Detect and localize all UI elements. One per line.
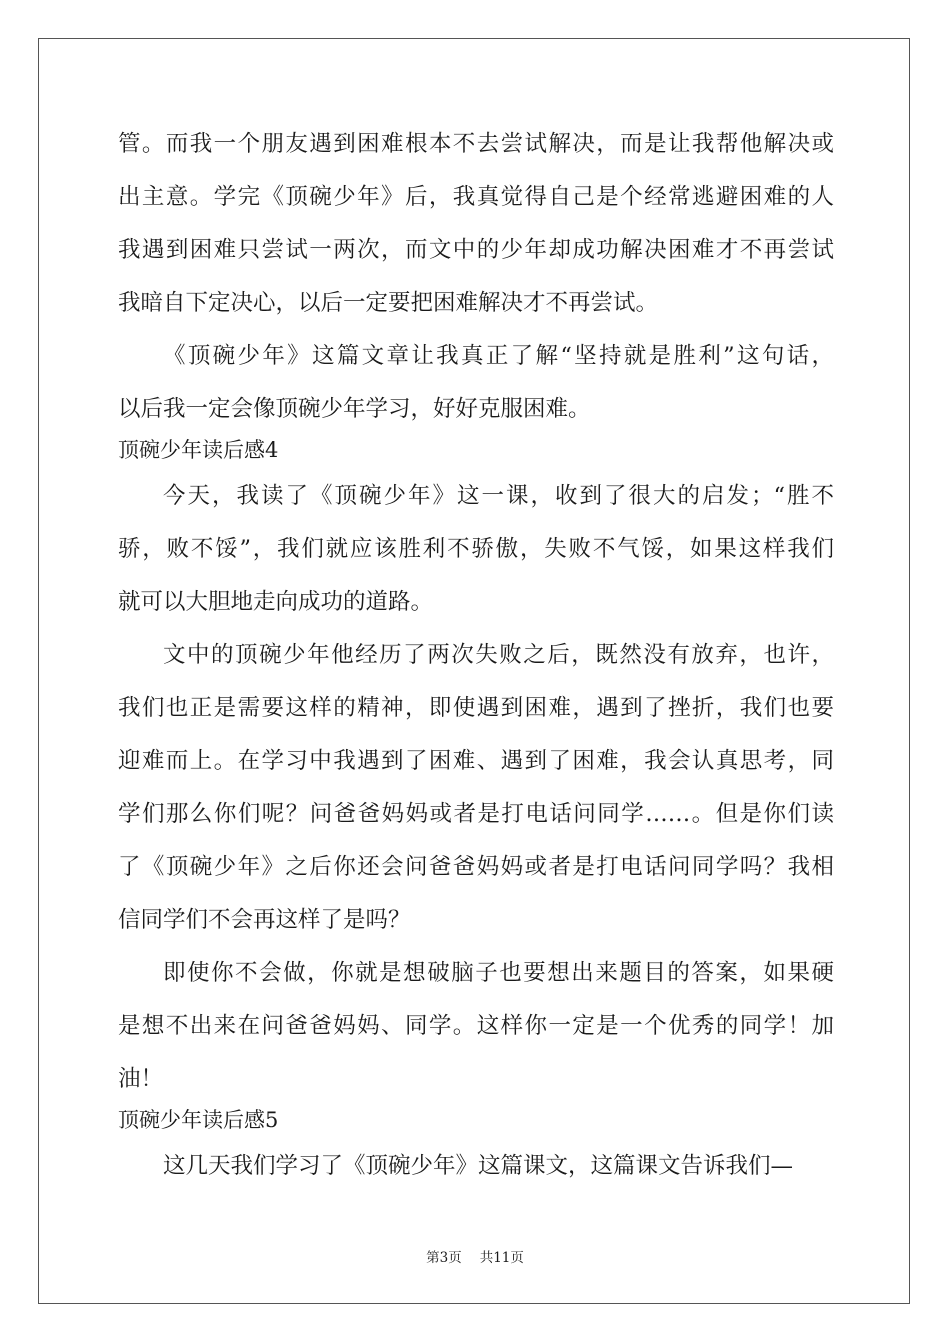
text-line: 了《顶碗少年》之后你还会问爸爸妈妈或者是打电话问同学吗？我相 [118, 854, 834, 880]
text-line: 我遇到困难只尝试一两次，而文中的少年却成功解决困难才不再尝试 [118, 237, 834, 263]
text-line: 学们那么你们呢？问爸爸妈妈或者是打电话问同学……。但是你们读 [118, 801, 834, 827]
text-line: 文中的顶碗少年他经历了两次失败之后，既然没有放弃，也许， [163, 642, 834, 668]
page-number: 第3页 [426, 1250, 462, 1266]
text-line: 即使你不会做，你就是想破脑子也要想出来题目的答案，如果硬 [163, 960, 834, 986]
text-line: 就可以大胆地走向成功的道路。 [118, 589, 434, 615]
text-line: 油！ [118, 1066, 164, 1092]
text-line: 以后我一定会像顶碗少年学习，好好克服困难。 [118, 396, 591, 422]
text-line: 我们也正是需要这样的精神，即使遇到困难，遇到了挫折，我们也要 [118, 695, 834, 721]
text-line: 骄，败不馁”，我们就应该胜利不骄傲，失败不气馁，如果这样我们 [118, 536, 834, 562]
text-line: 我暗自下定决心，以后一定要把困难解决才不再尝试。 [118, 290, 659, 316]
page-footer [0, 1246, 950, 1266]
text-line: 今天，我读了《顶碗少年》这一课，收到了很大的启发；“胜不 [163, 483, 834, 509]
text-line: 信同学们不会再这样了是吗？ [118, 907, 411, 933]
text-line: 管。而我一个朋友遇到困难根本不去尝试解决，而是让我帮他解决或 [118, 131, 834, 157]
text-line: 这几天我们学习了《顶碗少年》这篇课文，这篇课文告诉我们— [163, 1153, 794, 1179]
text-line: 是想不出来在问爸爸妈妈、同学。这样你一定是一个优秀的同学！加 [118, 1013, 834, 1039]
page-count: 共11页 [479, 1250, 524, 1266]
text-line: 迎难而上。在学习中我遇到了困难、遇到了困难，我会认真思考，同 [118, 748, 834, 774]
section-heading: 顶碗少年读后感5 [118, 1108, 279, 1132]
section-heading: 顶碗少年读后感4 [118, 438, 279, 462]
text-line: 《顶碗少年》这篇文章让我真正了解“坚持就是胜利”这句话， [163, 343, 834, 369]
text-line: 出主意。学完《顶碗少年》后，我真觉得自己是个经常逃避困难的人 [118, 184, 834, 210]
